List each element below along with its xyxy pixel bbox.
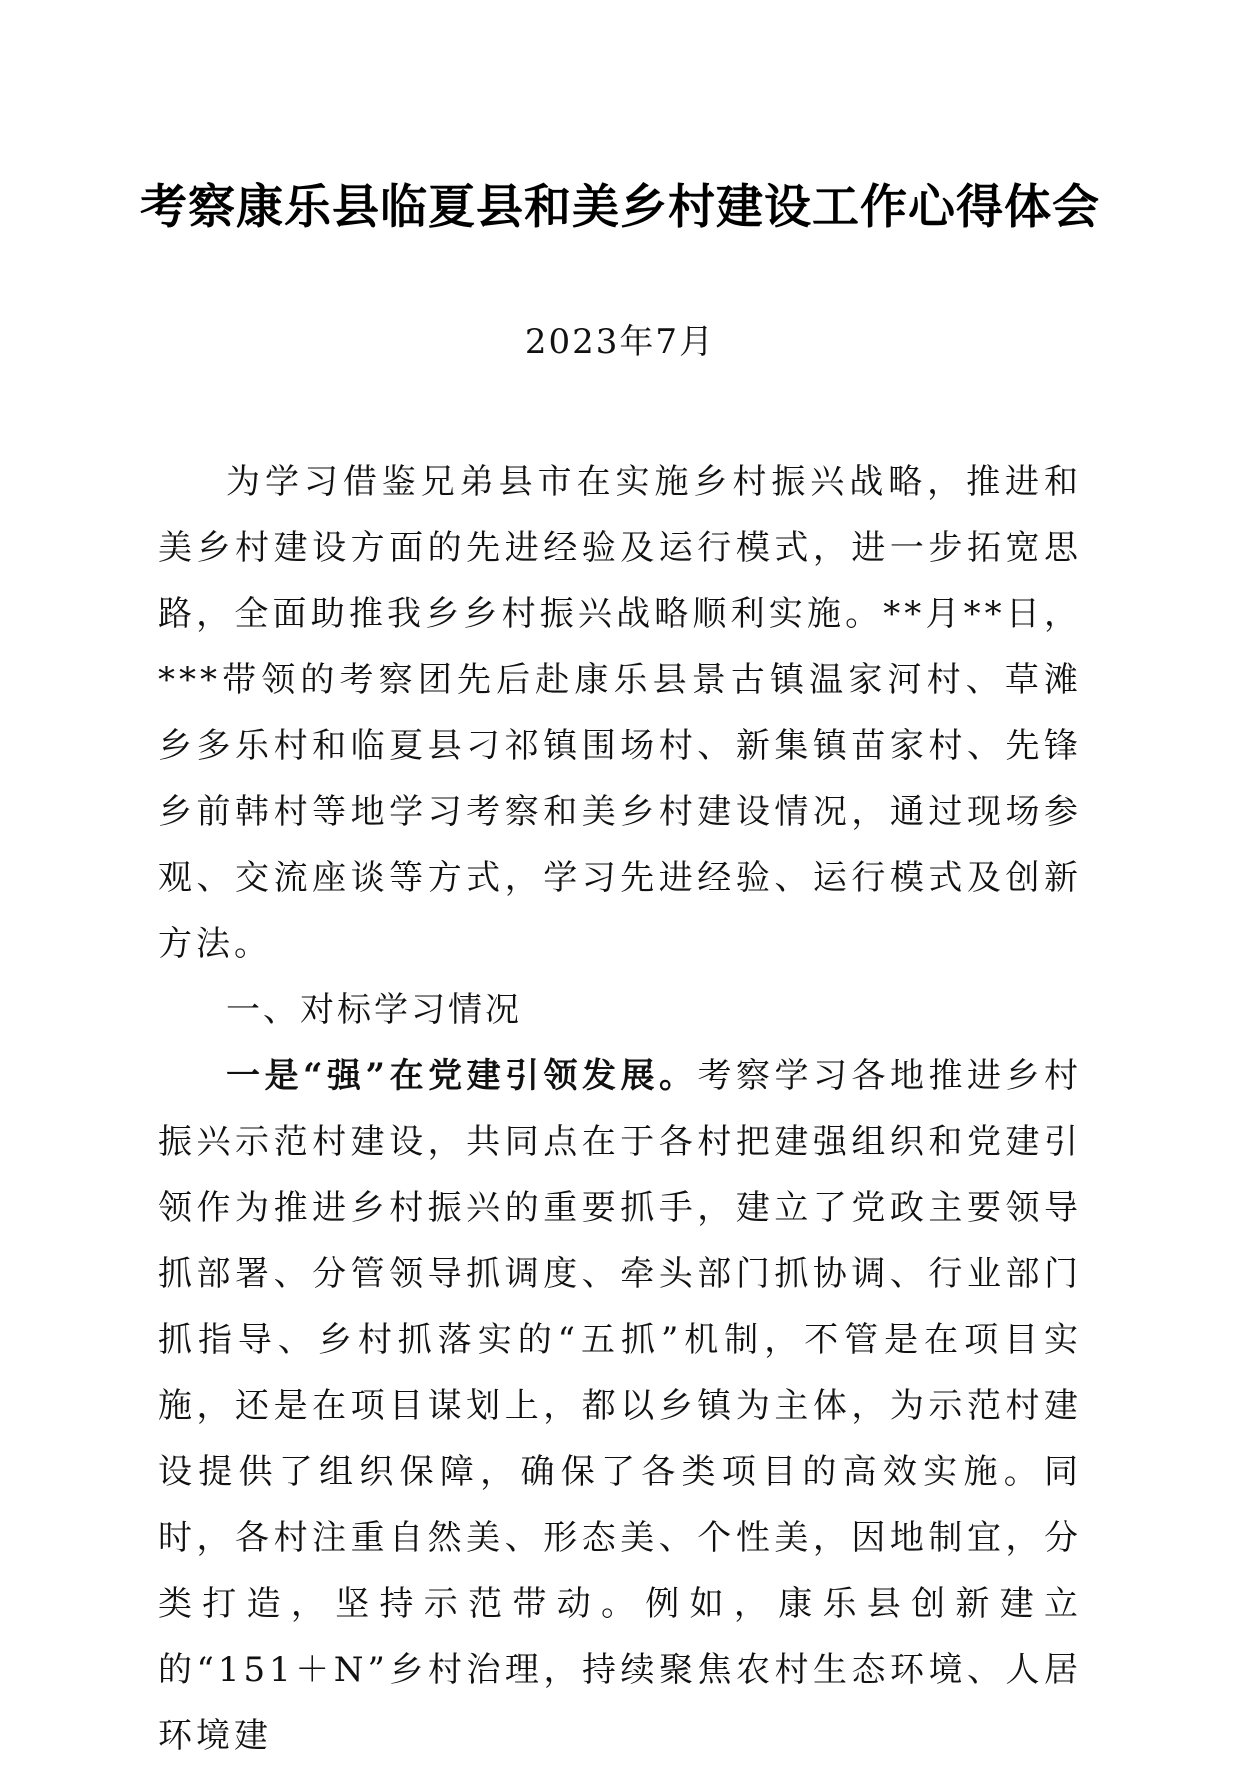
intro-paragraph: 为学习借鉴兄弟县市在实施乡村振兴战略，推进和美乡村建设方面的先进经验及运行模式，进一步拓宽思路，全面助推我乡乡村振兴战略顺利实施。**月**日，***带领的考察团先后赴康乐县景古镇温家河村、草滩乡多乐村和临夏县刁祁镇围场村、新集镇苗家村、先锋乡前韩村等地学习考察和美乡村建设情况，通过现场参观、交流座谈等方式，学习先进经验、运行模式及创新方法。 [158, 462, 1082, 964]
document-title: 考察康乐县临夏县和美乡村建设工作心得体会 [140, 180, 1100, 235]
section-heading: 一、对标学习情况 [226, 990, 522, 1030]
document-body [158, 449, 1082, 1769]
document-date: 2023年7月 [524, 322, 716, 362]
point-paragraph [158, 1043, 1082, 1769]
point-lead: 一是“强”在党建引领发展。 [226, 1056, 698, 1096]
point-text: 考察学习各地推进乡村振兴示范村建设，共同点在于各村把建强组织和党建引领作为推进乡村振兴的重要抓手，建立了党政主要领导抓部署、分管领导抓调度、牵头部门抓协调、行业部门抓指导、乡村抓落实的“五抓”机制，不管是在项目实施，还是在项目谋划上，都以乡镇为主体，为示范村建设提供了组织保障，确保了各类项目的高效实施。同时，各村注重自然美、形态美、个性美，因地制宜，分类打造，坚持示范带动。例如，康乐县创新建立的“151＋N”乡村治理，持续聚焦农村生态环境、人居环境建 [158, 1056, 1082, 1756]
